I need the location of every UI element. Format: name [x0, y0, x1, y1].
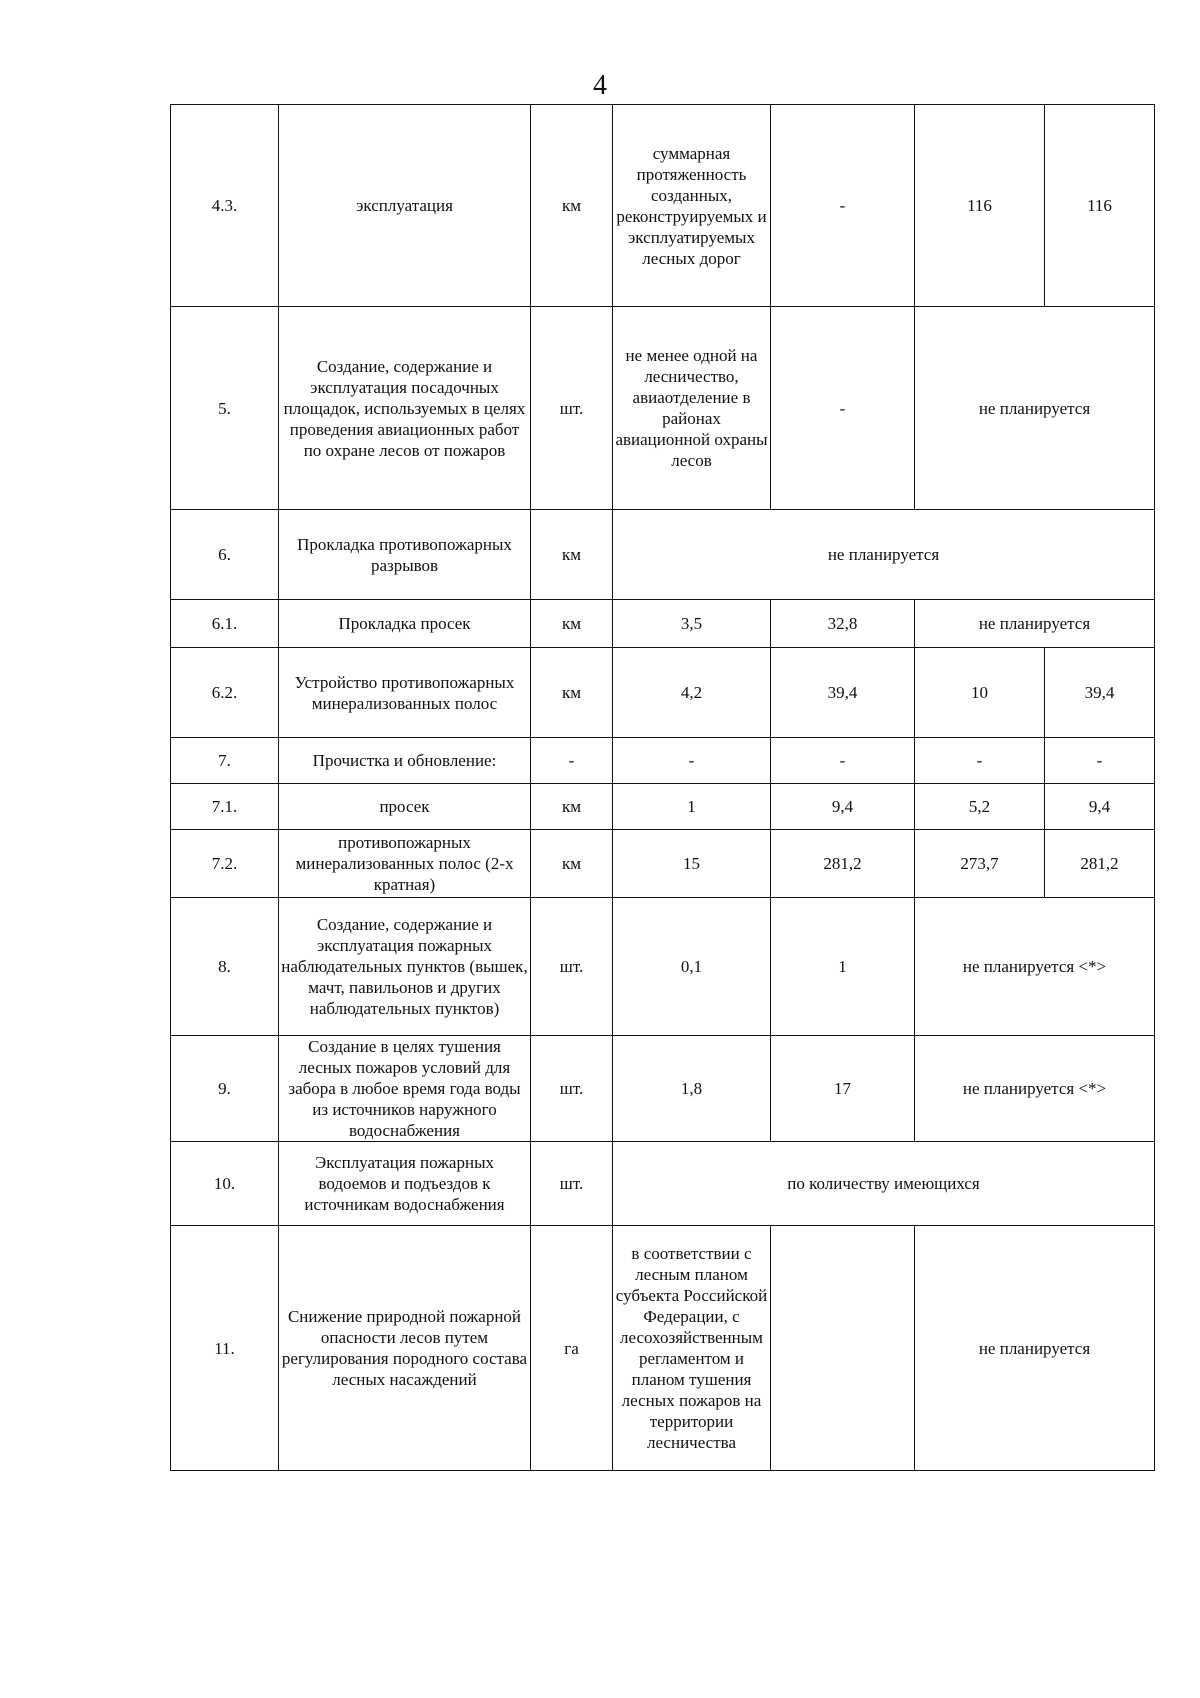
row-number: 6. — [171, 510, 279, 600]
value-cell: - — [1045, 738, 1155, 784]
value-cell: 116 — [1045, 105, 1155, 307]
table-row — [171, 1226, 1155, 1471]
value-cell: 39,4 — [771, 648, 915, 738]
unit: км — [531, 105, 613, 307]
norm-cell: в соответствии с лесным планом субъекта Российской Федерации, с лесохозяйственным регламентом и планом тушения лесных пожаров на территории лесничества — [613, 1226, 771, 1471]
table-row — [171, 600, 1155, 648]
merged-status-cell: по количеству имеющихся — [613, 1142, 1155, 1226]
measure-name: Прокладка просек — [279, 600, 531, 648]
unit: км — [531, 648, 613, 738]
unit: - — [531, 738, 613, 784]
row-number: 4.3. — [171, 105, 279, 307]
row-number: 6.2. — [171, 648, 279, 738]
table-row — [171, 510, 1155, 600]
unit: шт. — [531, 1142, 613, 1226]
forest-fire-measures-table — [170, 104, 1155, 1471]
unit: км — [531, 830, 613, 898]
row-number: 7.2. — [171, 830, 279, 898]
value-cell: 273,7 — [915, 830, 1045, 898]
measure-name: Снижение природной пожарной опасности лесов путем регулирования породного состава лесных насаждений — [279, 1226, 531, 1471]
row-number: 8. — [171, 898, 279, 1036]
value-cell: 4,2 — [613, 648, 771, 738]
value-cell: 1,8 — [613, 1036, 771, 1142]
value-cell: 1 — [613, 784, 771, 830]
table-row — [171, 784, 1155, 830]
merged-status-cell: не планируется — [915, 1226, 1155, 1471]
table-row — [171, 648, 1155, 738]
unit: шт. — [531, 307, 613, 510]
value-cell: 3,5 — [613, 600, 771, 648]
table-row — [171, 1142, 1155, 1226]
merged-status-cell: не планируется <*> — [915, 898, 1155, 1036]
row-number: 7. — [171, 738, 279, 784]
measure-name: Создание, содержание и эксплуатация пожарных наблюдательных пунктов (вышек, мачт, павильонов и других наблюдательных пунктов) — [279, 898, 531, 1036]
row-number: 10. — [171, 1142, 279, 1226]
measure-name: Прочистка и обновление: — [279, 738, 531, 784]
value-cell: 32,8 — [771, 600, 915, 648]
unit: шт. — [531, 1036, 613, 1142]
norm-cell: не менее одной на лесничество, авиаотделение в районах авиационной охраны лесов — [613, 307, 771, 510]
table-row — [171, 105, 1155, 307]
measure-name: Создание, содержание и эксплуатация посадочных площадок, используемых в целях проведения авиационных работ по охране лесов от пожаров — [279, 307, 531, 510]
value-cell: 281,2 — [1045, 830, 1155, 898]
value-cell: 39,4 — [1045, 648, 1155, 738]
value-cell: - — [915, 738, 1045, 784]
row-number: 11. — [171, 1226, 279, 1471]
value-cell: 281,2 — [771, 830, 915, 898]
row-number: 9. — [171, 1036, 279, 1142]
row-number: 6.1. — [171, 600, 279, 648]
table-row — [171, 830, 1155, 898]
value-cell: 9,4 — [1045, 784, 1155, 830]
value-cell: - — [771, 105, 915, 307]
measure-name: Устройство противопожарных минерализованных полос — [279, 648, 531, 738]
value-cell — [771, 1226, 915, 1471]
table-row — [171, 898, 1155, 1036]
measure-name: просек — [279, 784, 531, 830]
unit: км — [531, 600, 613, 648]
measure-name: эксплуатация — [279, 105, 531, 307]
value-cell: 5,2 — [915, 784, 1045, 830]
value-cell: 17 — [771, 1036, 915, 1142]
value-cell: - — [613, 738, 771, 784]
row-number: 7.1. — [171, 784, 279, 830]
merged-status-cell: не планируется — [915, 600, 1155, 648]
value-cell: 0,1 — [613, 898, 771, 1036]
value-cell: 15 — [613, 830, 771, 898]
unit: км — [531, 784, 613, 830]
measure-name: Создание в целях тушения лесных пожаров условий для забора в любое время года воды из источников наружного водоснабжения — [279, 1036, 531, 1142]
merged-status-cell: не планируется — [915, 307, 1155, 510]
value-cell: 1 — [771, 898, 915, 1036]
merged-status-cell: не планируется — [613, 510, 1155, 600]
measure-name: Эксплуатация пожарных водоемов и подъездов к источникам водоснабжения — [279, 1142, 531, 1226]
value-cell: - — [771, 738, 915, 784]
unit: га — [531, 1226, 613, 1471]
value-cell: 9,4 — [771, 784, 915, 830]
norm-cell: суммарная протяженность созданных, реконструируемых и эксплуатируемых лесных дорог — [613, 105, 771, 307]
row-number: 5. — [171, 307, 279, 510]
table-row — [171, 307, 1155, 510]
value-cell: 10 — [915, 648, 1045, 738]
measure-name: противопожарных минерализованных полос (2-х кратная) — [279, 830, 531, 898]
unit: км — [531, 510, 613, 600]
table-row — [171, 738, 1155, 784]
merged-status-cell: не планируется <*> — [915, 1036, 1155, 1142]
measure-name: Прокладка противопожарных разрывов — [279, 510, 531, 600]
unit: шт. — [531, 898, 613, 1036]
value-cell: - — [771, 307, 915, 510]
table-row — [171, 1036, 1155, 1142]
page-number: 4 — [593, 70, 607, 101]
value-cell: 116 — [915, 105, 1045, 307]
